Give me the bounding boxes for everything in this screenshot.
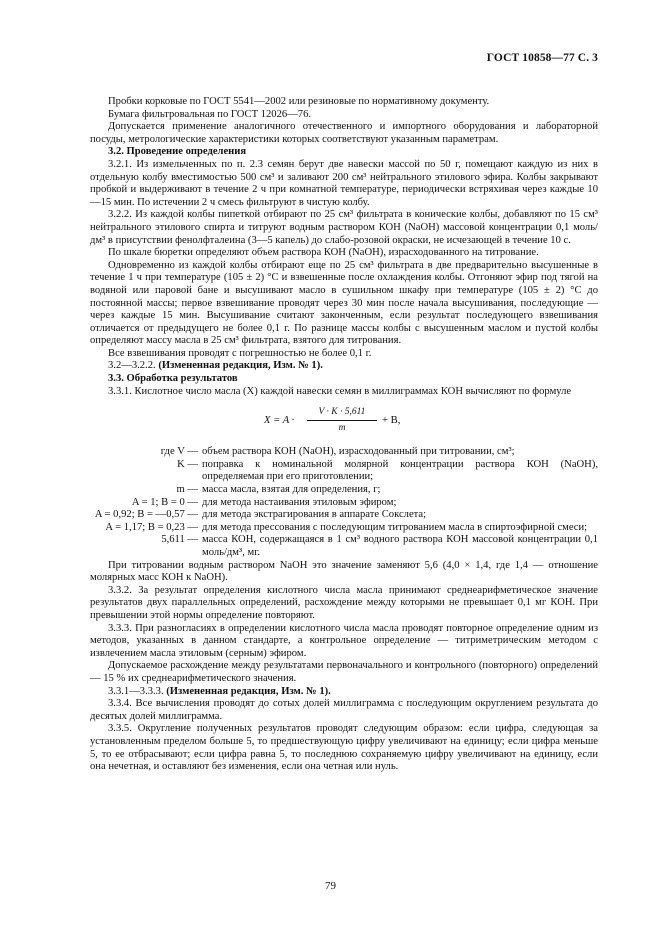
section-heading: 3.3. Обработка результатов: [108, 373, 238, 385]
acid-number-formula: [90, 402, 598, 442]
formula-fraction: [307, 406, 377, 434]
paragraph: 3.3.1. Кислотное число масла (X) каждой навески семян в миллиграммах КОН вычисляют по формуле: [108, 385, 572, 397]
definition-row: [90, 509, 598, 522]
paragraph: 3.3.4. Все вычисления проводят до сотых долей миллиграмма с последующим округлением результата до десятых долей миллиграмма.: [90, 698, 598, 722]
definition-text: для метода экстрагирования в аппарате Сокслета;: [202, 509, 427, 521]
variable-definitions: [90, 446, 598, 559]
definition-row: [90, 459, 598, 484]
definition-row: [90, 497, 598, 510]
amendment-label: (Измененная редакция, Изм. № 1).: [166, 685, 331, 697]
definition-symbol: A = 1; B = 0 —: [131, 496, 198, 508]
definition-symbol: A = 0,92; B = —0,57 —: [94, 509, 198, 521]
paragraph: При титровании водным раствором NaOH это значение заменяют 5,6 (4,0 × 1,4, где 1,4 — отношение молярных масс КОН к NaOH).: [90, 559, 598, 584]
document-body: [90, 96, 598, 774]
paragraph: 3.2.2. Из каждой колбы пипеткой отбирают по 25 см³ фильтрата в конические колбы, добавляют по 15 см³ нейтрального этилового спирта и титруют водным раствором КОН (NaOH) массовой концентрации 0,1 моль/дм³ в присутствии фенолфталеина (3—5 капель) до слабо-розовой окраски, не исчезающей в течение 10 с.: [90, 209, 598, 246]
amendment-range: 3.2—3.2.2.: [108, 360, 159, 372]
paragraph: Все взвешивания проводят с погрешностью не более 0,1 г.: [108, 347, 372, 359]
definition-text: для метода настаивания этиловым эфиром;: [202, 496, 397, 508]
paragraph: Пробки корковые по ГОСТ 5541—2002 или резиновые по нормативному документу.: [108, 96, 490, 107]
paragraph: Допускается применение аналогичного отечественного и импортного оборудования и лабораторной посуды, метрологические характеристики которых соответствуют указанным параметрам.: [90, 121, 598, 145]
amendment-note: [90, 686, 598, 699]
page-number: 79: [325, 880, 336, 892]
paragraph: 3.3.3. При разногласиях в определении кислотного числа масла проводят повторное определение одним из методов, указанных в данном стандарте, а контрольное определение — титриметрическим методом с извлечением масла этиловым (серным) эфиром.: [90, 622, 598, 659]
amendment-label: (Измененная редакция, Изм. № 1).: [158, 360, 323, 372]
definition-symbol: m —: [176, 484, 198, 496]
definition-row: [90, 446, 598, 459]
definition-text: поправка к номинальной молярной концентрации раствора КОН (NaOH), определяемая при его приготовлении;: [202, 458, 598, 483]
amendment-note: [90, 360, 598, 373]
definition-text: объем раствора КОН (NaOH), израсходованный при титровании, см³;: [202, 446, 515, 458]
definition-row: [90, 484, 598, 497]
paragraph: 3.3.2. За результат определения кислотного числа масла принимают среднеарифметическое значение результатов двух параллельных определений, расхождение между которыми не превышает 0,1 мг КОН. При превышении этой нормы определение повторяют.: [90, 584, 598, 621]
amendment-range: 3.3.1—3.3.3.: [108, 685, 167, 697]
formula-rhs: + B,: [382, 415, 401, 427]
page-header: ГОСТ 10858—77 С. 3: [486, 52, 598, 64]
definition-symbol: A = 1,17; B = 0,23 —: [105, 521, 198, 533]
formula-lhs: X = A ·: [264, 415, 295, 427]
definition-symbol: K —: [177, 458, 198, 470]
definition-text: для метода прессования с последующим титрованием масла в спиртоэфирной смеси;: [202, 521, 588, 533]
paragraph: Допускаемое расхождение между результатами первоначального и контрольного (повторного) определений — 15 % их среднеарифметического значения.: [90, 660, 598, 684]
definition-row: [90, 534, 598, 559]
fraction-bar: [307, 420, 377, 421]
paragraph: 3.3.5. Округление полученных результатов проводят следующим образом: если цифра, следующая за установленным пределом больше 5, то предшествующую цифру увеличивают на единицу; если цифра меньше 5, то ее отбрасывают; если цифра равна 5, то последнюю сохраняемую цифру увеличивают на единицу, если она нечетная, и оставляют без изменения, если она четная или нуль.: [90, 723, 598, 773]
formula-numerator: V · K · 5,611: [318, 407, 366, 418]
paragraph: Бумага фильтровальная по ГОСТ 12026—76.: [108, 108, 312, 120]
definition-row: [90, 522, 598, 535]
definition-symbol: где V —: [160, 446, 198, 458]
definition-text: масса масла, взятая для определения, г;: [202, 484, 381, 496]
paragraph: Одновременно из каждой колбы отбирают еще по 25 см³ фильтрата в две предварительно высушенные в течение 1 ч при температуре (105 ± 2) °С и взвешенные после охлаждения колбы. Отгоняют эфир под тягой на водяной или паровой бане и высушивают масло в сушильном шкафу при температуре (105 ± 2) °С до постоянной массы; первое взвешивание проводят через 30 мин после начала высушивания, последующие — через каждые 15 мин. Высушивание считают законченным, если результат последующего взвешивания отличается от предыдущего не более 0,1 г. По разнице массы колбы с высушенным маслом и пустой колбы определяют массу масла в 25 см³ фильтрата, взятого для титрования.: [90, 259, 598, 347]
section-heading: 3.2. Проведение определения: [108, 146, 247, 158]
definition-symbol: 5,611 —: [161, 534, 198, 546]
paragraph: 3.2.1. Из измельченных по п. 2.3 семян берут две навески массой по 50 г, помещают каждую из них в отдельную колбу вместимостью 500 см³ и заливают 200 см³ нейтрального этилового эфира. Колбы закрывают пробкой и выдерживают в течение 2 ч при комнатной температуре, периодически встряхивая через каждые 10—15 мин. По истечении 2 ч смесь фильтруют в чистую колбу.: [90, 158, 598, 208]
paragraph: По шкале бюретки определяют объем раствора КОН (NaOH), израсходованного на титрование.: [108, 247, 539, 259]
definition-text: масса КОН, содержащаяся в 1 см³ водного раствора КОН массовой концентрации 0,1 моль/дм³, мг.: [202, 534, 598, 558]
formula-denominator: m: [338, 422, 346, 433]
